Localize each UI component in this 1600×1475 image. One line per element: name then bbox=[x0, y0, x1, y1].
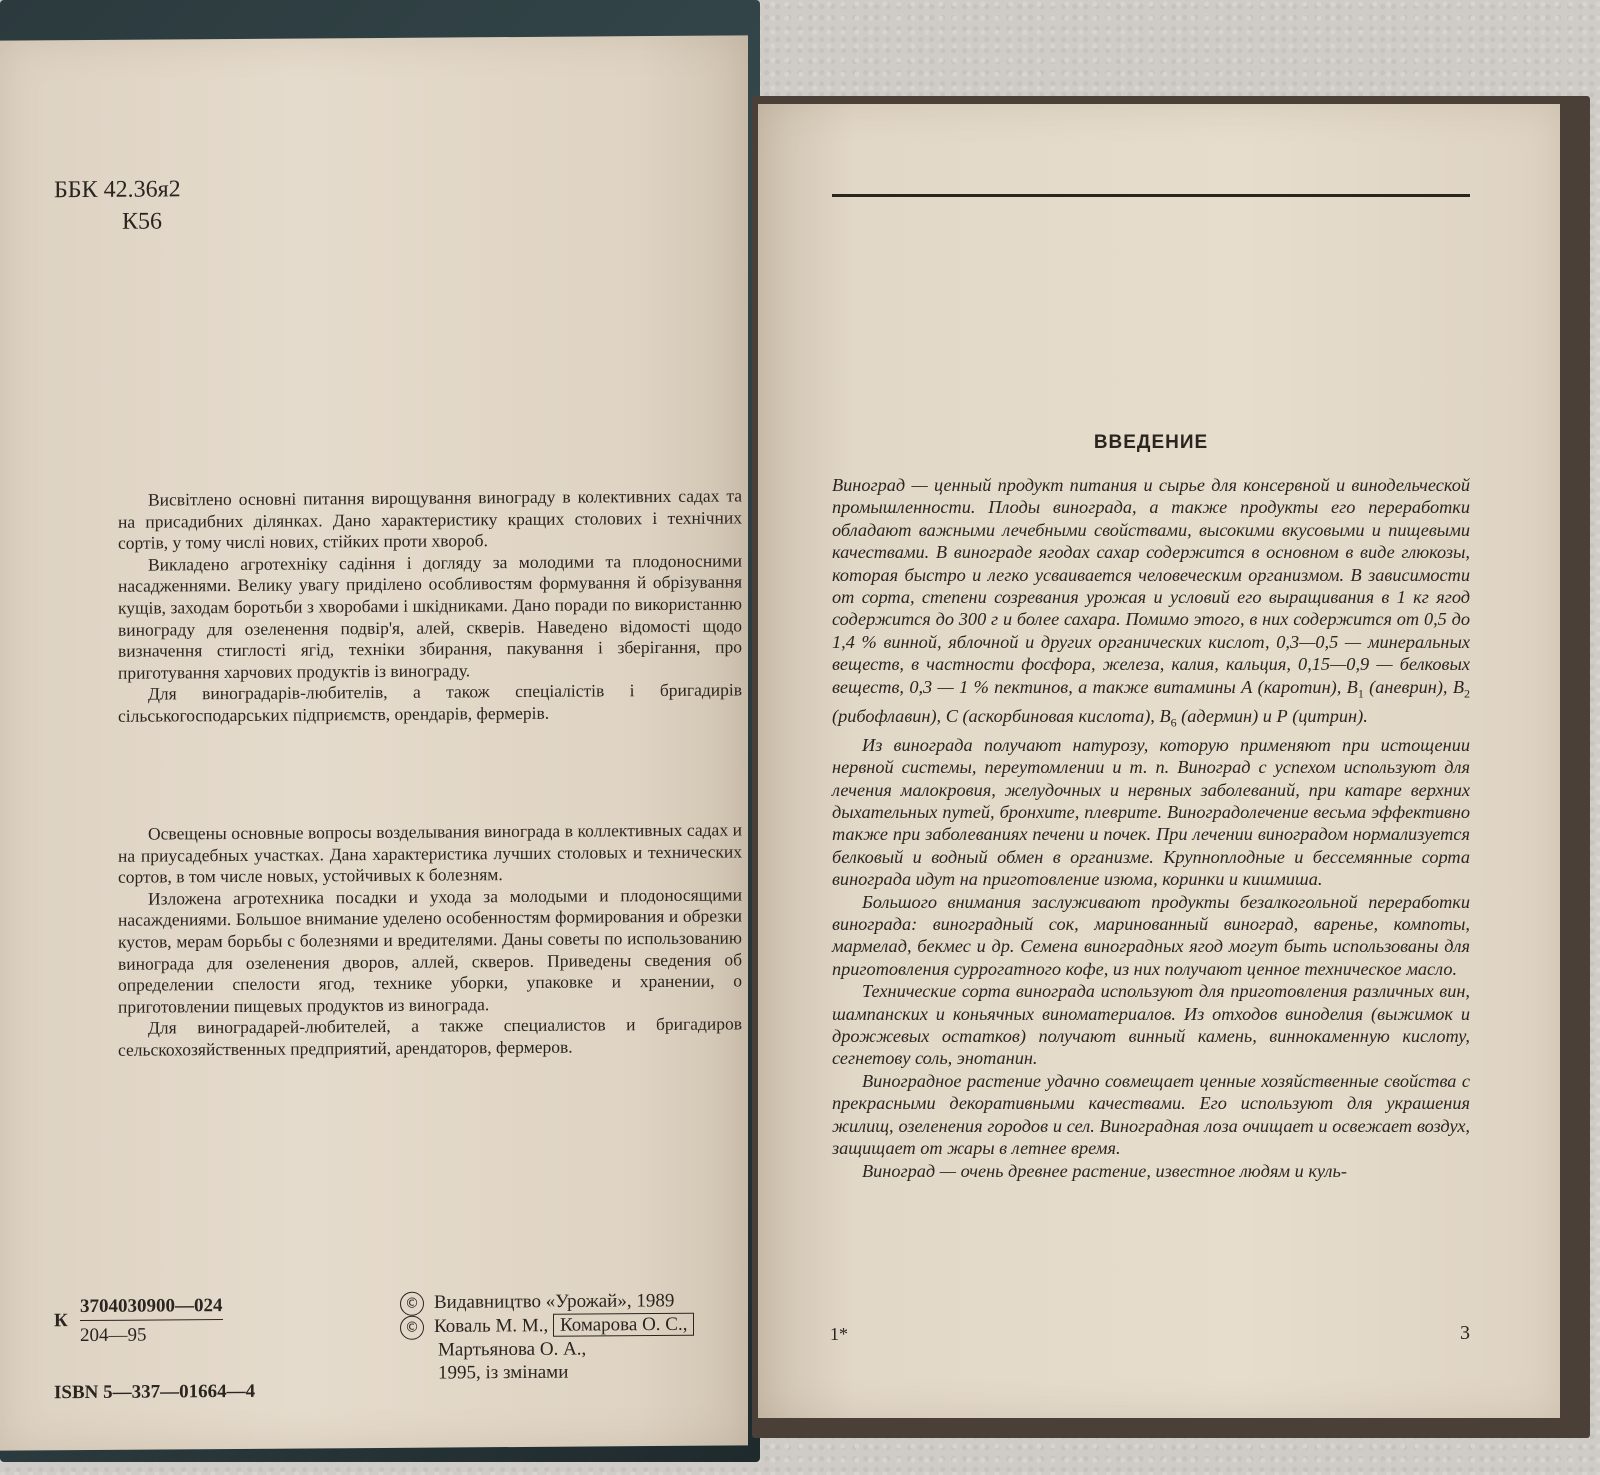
intro-text-run: Виноград — ценный продукт питания и сырье для консервной и винодельческой промышленности. Плоды винограда, а также продукты его переработки обладают важными лечебными свойствами, высокими вкусовыми и пищевыми качествами. В винограде ягодах сахар содержится в основном в виде глюкозы, которая быстро и легко усваивается человеческим организмом. В зависимости от сорта, степени созревания урожая и условий его выращивания в 1 кг ягод содержится до 300 г и более сахара. Помимо этого, в них содержится от 0,5 до 1,4 % винной, яблочной и других органических кислот, 0,3—0,5 — минеральных веществ, в частности фосфора, железа, калия, кальция, 0,15—0,9 — белковых веществ, 0,3 — 1 % пектинов, а также витамины А (каротин), В bbox=[832, 475, 1470, 697]
copyright-icon: © bbox=[400, 1292, 424, 1316]
intro-paragraph: Из винограда получают натурозу, которую применяют при истощении нервной системы, переутомлении и т. п. Виноград с успехом используют для лечения малокровия, желудочных и нервных заболеваний, при катаре верхних дыхательных путей, бронхите, плеврите. Виноградолечение весьма эффективно также при заболеваниях печени и почек. При лечении виноградом нормализуется белковый и водный обмен в организме. Крупноплодные и бессемянные сорта винограда идут на приготовление изюма, коринки и кишмиша. bbox=[832, 734, 1470, 890]
intro-text-run: (аневрин), В bbox=[1363, 676, 1465, 697]
intro-paragraph: Виноград — очень древнее растение, известное людям и куль- bbox=[862, 1160, 1347, 1181]
abstract-russian bbox=[118, 819, 742, 1061]
copyright-publisher: Видавництво «Урожай», 1989 bbox=[434, 1290, 675, 1313]
copyright-author: Коваль М. М., bbox=[434, 1315, 549, 1337]
k-classification-code bbox=[54, 1294, 314, 1347]
copyright-author-boxed: Комарова О. С., bbox=[553, 1313, 695, 1337]
copyright-year-note: 1995, із змінами bbox=[438, 1361, 569, 1384]
page-number: 3 bbox=[1460, 1322, 1470, 1344]
abstract-ru-paragraph: Освещены основные вопросы возделывания винограда в коллективных садах и на приусадебных участках. Дана характеристика лучших столовых и технических сортов, в том числе новых, устойчивых к болезням. bbox=[118, 819, 742, 887]
intro-text-run: (рибофлавин), С (аскорбиновая кислота), В bbox=[832, 705, 1171, 726]
copyright-block bbox=[400, 1289, 760, 1385]
k-denominator: 204—95 bbox=[80, 1324, 147, 1347]
intro-paragraph: Виноградное растение удачно совмещает ценные хозяйственные свойства с прекрасными декоративными качествами. Его используют для украшения жилищ, озеленения городов и сел. Виноградная лоза очищает и освежает воздух, защищает от жары в летнее время. bbox=[832, 1070, 1470, 1159]
bbk-index: ББК 42.36я2 bbox=[54, 176, 181, 204]
subscript: 6 bbox=[1170, 715, 1177, 730]
bbk-block bbox=[54, 173, 181, 238]
k-numerator: 3704030900—024 bbox=[80, 1295, 223, 1321]
signature-mark: 1* bbox=[830, 1324, 848, 1344]
abstract-ru-paragraph: Изложена агротехника посадки и ухода за молодыми и плодоносящими насаждениями. Большое внимание уделено особенностям формирования и обрезки кустов, мерам борьбы с болезнями и вредителями. Даны советы по использованию винограда для озеленения дворов, аллей, скверов. Приведены сведения об определении спелости ягод, технике уборки, упаковке и хранении, о приготовлении пищевых продуктов из винограда. bbox=[118, 884, 742, 1017]
abstract-uk-paragraph: Для виноградарів-любителів, а також спеціалістів і бригадирів сільськогосподарських підприємств, орендарів, фермерів. bbox=[118, 679, 742, 726]
left-page bbox=[0, 35, 748, 1450]
intro-paragraph: Большого внимания заслуживают продукты безалкогольной переработки винограда: виноградный сок, маринованный виноград, варенье, компоты, мармелад, бекмес и др. Семена виноградных ягод могут быть использованы для приготовления суррогатного кофе, из них получают ценное техническое масло. bbox=[832, 891, 1470, 979]
abstract-uk-paragraph: Висвітлено основні питання вирощування винограду в колективних садах та на присадибних ділянках. Дано характеристику кращих столових і технічних сортів, у тому числі нових, стійких проти хвороб. bbox=[118, 485, 742, 553]
subscript: 1 bbox=[1357, 686, 1364, 701]
isbn: ISBN 5—337—01664—4 bbox=[54, 1380, 256, 1404]
header-rule bbox=[832, 194, 1470, 197]
abstract-uk-paragraph: Викладено агротехніку садіння і догляду за молодими та плодоносними насадженнями. Велику увагу приділено особливостям формування й обрізування кущів, заходам боротьби з хворобами і шкідниками. Дано поради по використанню винограду для озеленення подвір'я, алей, скверів. Наведено відомості щодо визначення стиглості ягід, техніки збирання, пакування і зберігання, про приготування харчових продуктів із винограду. bbox=[118, 550, 742, 683]
k-letter: К bbox=[54, 1310, 68, 1332]
intro-paragraph: Технические сорта винограда используют для приготовления различных вин, шампанских и коньячных виноматериалов. Из отходов виноделия (выжимок и дрожжевых остатков) получают винный камень, виннокаменную кислоту, сегнетову соль, энотанин. bbox=[832, 981, 1470, 1069]
chapter-title: ВВЕДЕНИЕ bbox=[1093, 432, 1209, 453]
introduction-text bbox=[832, 474, 1470, 1182]
abstract-ru-paragraph: Для виноградарей-любителей, а также специалистов и бригадиров сельскохозяйственных предприятий, арендаторов, фермеров. bbox=[118, 1013, 742, 1060]
author-code: К56 bbox=[122, 208, 163, 235]
intro-paragraph bbox=[832, 474, 1470, 734]
subscript: 2 bbox=[1464, 686, 1471, 701]
copyright-icon: © bbox=[400, 1316, 424, 1340]
abstract-ukrainian bbox=[118, 485, 742, 727]
copyright-author: Мартьянова О. А., bbox=[438, 1338, 587, 1361]
intro-text-run: (адермин) и Р (цитрин). bbox=[1176, 705, 1368, 726]
